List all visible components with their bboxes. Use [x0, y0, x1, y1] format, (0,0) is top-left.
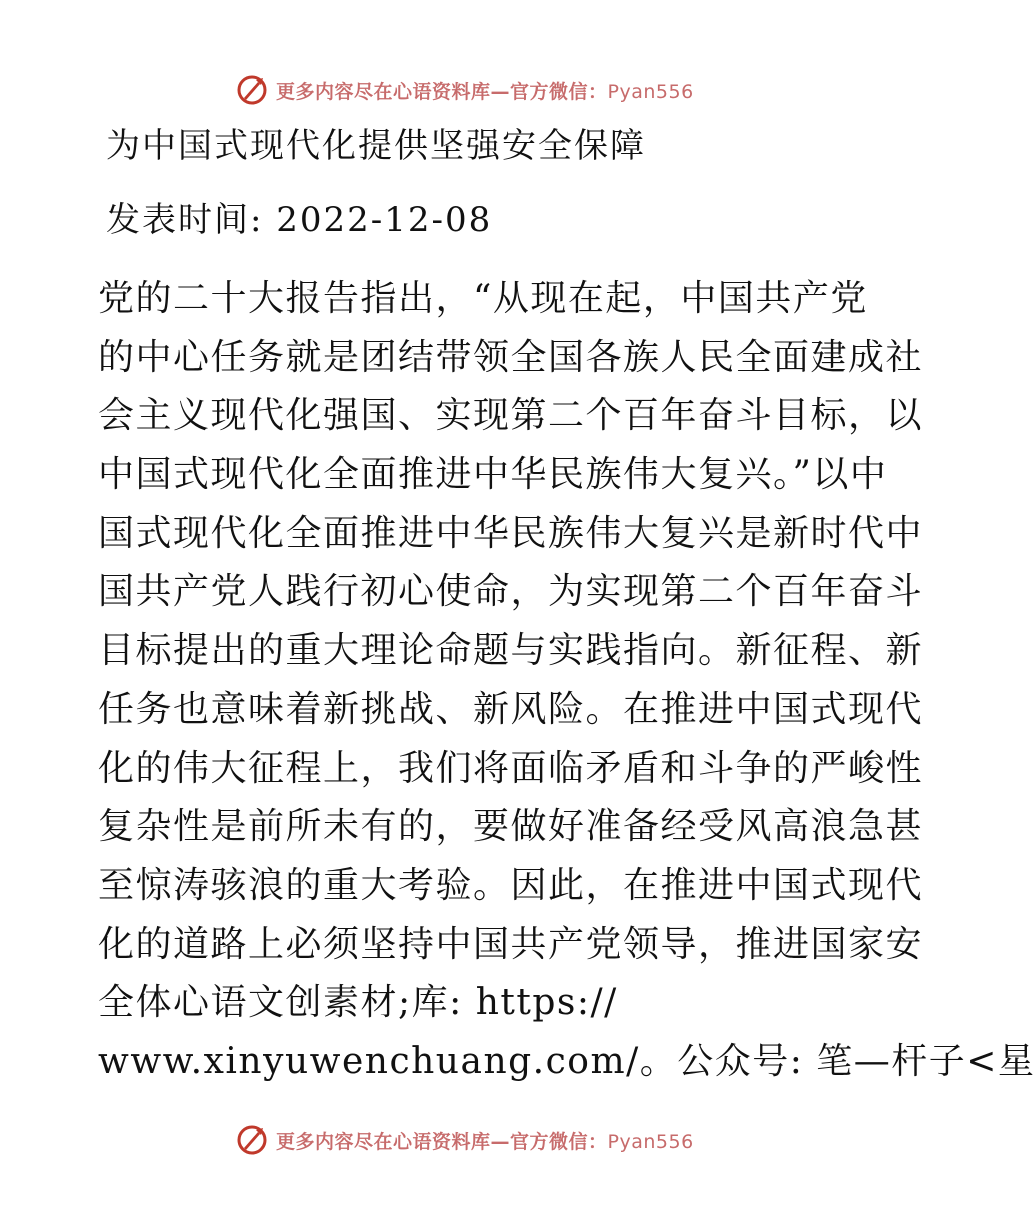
publish-date: 发表时间: 2022-12-08 [106, 200, 493, 240]
watermark-wechat-id: Pyan556 [607, 80, 694, 103]
body-line: 党的二十大报告指出，“从现在起，中国共产党 [98, 278, 868, 319]
watermark-wechat-id: Pyan556 [607, 1130, 694, 1153]
watermark-main-text: 更多内容尽在心语资料库—官方微信： [276, 1130, 608, 1153]
body-line: 复杂性是前所未有的，要做好准备经受风高浪急甚 [98, 806, 924, 848]
body-line: 任务也意味着新挑战、新风险。在推进中国式现代 [98, 688, 924, 730]
body-line: 的中心任务就是团结带领全国各族人民全面建成社 [98, 336, 924, 378]
watermark-label [276, 77, 694, 104]
body-line: www.xinyuwenchuang.com/。公众号: 笔—杆子<星 [98, 1040, 1035, 1082]
watermark-header [236, 70, 694, 110]
document-title: 为中国式现代化提供坚强安全保障 [106, 126, 646, 166]
body-line: 化的伟大征程上，我们将面临矛盾和斗争的严峻性 [98, 747, 924, 789]
body-line: 至惊涛骇浪的重大考验。因此，在推进中国式现代 [98, 864, 924, 906]
body-line: 会主义现代化强国、实现第二个百年奋斗目标，以 [98, 395, 924, 437]
body-line: 化的道路上必须坚持中国共产党领导，推进国家安 [98, 923, 924, 965]
watermark-footer [236, 1120, 694, 1160]
watermark-main-text: 更多内容尽在心语资料库—官方微信： [276, 80, 608, 103]
body-line: 国共产党人践行初心使命，为实现第二个百年奋斗 [98, 571, 924, 613]
quill-circle-icon [236, 74, 268, 106]
body-line: 国式现代化全面推进中华民族伟大复兴是新时代中 [98, 512, 924, 554]
body-line: 中国式现代化全面推进中华民族伟大复兴。”以中 [98, 454, 888, 496]
body-line: 目标提出的重大理论命题与实践指向。新征程、新 [98, 630, 924, 672]
article-body [98, 270, 1035, 1092]
quill-circle-icon [236, 1124, 268, 1156]
watermark-label [276, 1127, 694, 1154]
body-line: 全体心语文创素材;库: https:// [98, 982, 618, 1024]
